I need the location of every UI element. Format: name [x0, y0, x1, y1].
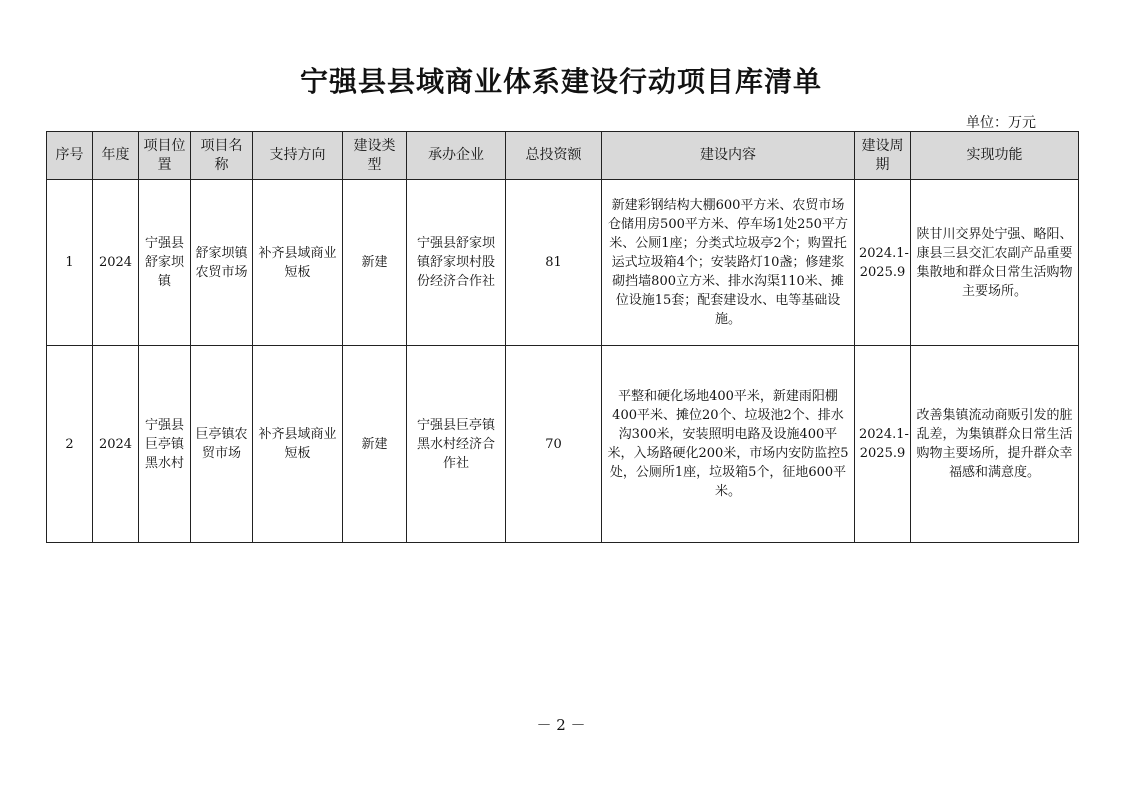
- header-period: 建设周期: [855, 132, 911, 180]
- cell-name: 舒家坝镇农贸市场: [191, 180, 253, 346]
- project-table: [46, 131, 1079, 543]
- cell-content: 新建彩钢结构大棚600平方米、农贸市场仓储用房500平方米、停车场1处250平方米、公厕1座；分类式垃圾亭2个；购置托运式垃圾箱4个；安装路灯10盏；修建浆砌挡墙800立方米、排水沟渠110米、摊位设施15套；配套建设水、电等基础设施。: [602, 180, 855, 346]
- header-function: 实现功能: [911, 132, 1079, 180]
- table-header-row: [47, 132, 1079, 180]
- cell-year: 2024: [93, 346, 139, 543]
- cell-year: 2024: [93, 180, 139, 346]
- header-content: 建设内容: [602, 132, 855, 180]
- cell-name: 巨亭镇农贸市场: [191, 346, 253, 543]
- cell-direction: 补齐县域商业短板: [253, 180, 343, 346]
- cell-company: 宁强县巨亭镇黑水村经济合作社: [407, 346, 506, 543]
- cell-no: 1: [47, 180, 93, 346]
- cell-function: 改善集镇流动商贩引发的脏乱差，为集镇群众日常生活购物主要场所，提升群众幸福感和满意度。: [911, 346, 1079, 543]
- header-location: 项目位置: [139, 132, 191, 180]
- header-year: 年度: [93, 132, 139, 180]
- cell-location: 宁强县巨亭镇黑水村: [139, 346, 191, 543]
- header-investment: 总投资额: [506, 132, 602, 180]
- header-direction: 支持方向: [253, 132, 343, 180]
- unit-label: 单位：万元: [966, 115, 1036, 131]
- header-name: 项目名称: [191, 132, 253, 180]
- cell-period: 2024.1-2025.9: [855, 346, 911, 543]
- header-no: 序号: [47, 132, 93, 180]
- cell-location: 宁强县舒家坝镇: [139, 180, 191, 346]
- header-type: 建设类型: [343, 132, 407, 180]
- table-row: [47, 180, 1079, 346]
- cell-period: 2024.1-2025.9: [855, 180, 911, 346]
- page-number: － 2 －: [536, 716, 586, 734]
- cell-direction: 补齐县域商业短板: [253, 346, 343, 543]
- cell-type: 新建: [343, 346, 407, 543]
- cell-content: 平整和硬化场地400平米，新建雨阳棚400平米、摊位20个、垃圾池2个、排水沟300米，安装照明电路及设施400平米，入场路硬化200米，市场内安防监控5处，公厕所1座，垃圾箱5个，征地600平米。: [602, 346, 855, 543]
- header-company: 承办企业: [407, 132, 506, 180]
- cell-type: 新建: [343, 180, 407, 346]
- document-title: 宁强县县域商业体系建设行动项目库清单: [299, 65, 822, 98]
- cell-company: 宁强县舒家坝镇舒家坝村股份经济合作社: [407, 180, 506, 346]
- cell-function: 陕甘川交界处宁强、略阳、康县三县交汇农副产品重要集散地和群众日常生活购物主要场所。: [911, 180, 1079, 346]
- cell-no: 2: [47, 346, 93, 543]
- cell-investment: 70: [506, 346, 602, 543]
- table-row: [47, 346, 1079, 543]
- cell-investment: 81: [506, 180, 602, 346]
